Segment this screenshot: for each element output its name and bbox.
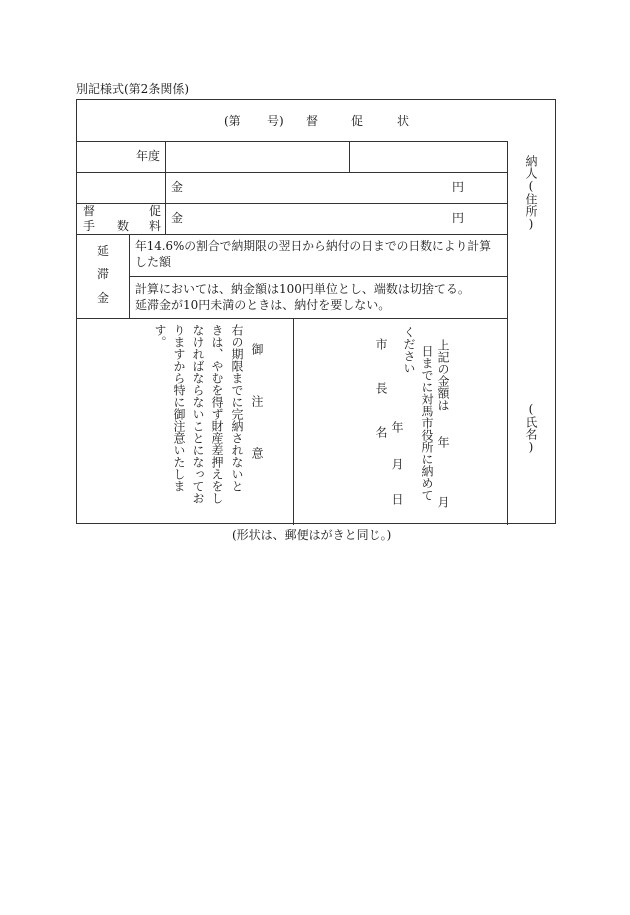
tokusoku-form <box>76 99 556 524</box>
issue-day-mark: 日 <box>390 493 404 505</box>
reminder-fee-amount-label: 金 <box>171 211 184 225</box>
notice-column-2: きは、やむを得ず財産差押えをし <box>210 324 224 504</box>
notice-heading: 御 注 意 <box>250 343 264 473</box>
form-footnote: (形状は、郵便はがきと同じ。) <box>232 528 392 542</box>
title-char-1: 督 <box>306 114 319 128</box>
issue-month-mark: 月 <box>390 458 404 470</box>
late-charge-calc-line-2: 延滞金が10円未満のときは、納付を要しない。 <box>135 298 391 312</box>
reminder-fee-yen-unit: 円 <box>452 211 465 225</box>
reminder-fee-label-bottom-2: 数 <box>117 219 130 233</box>
payment-notice-column-3: ください <box>402 326 416 374</box>
form-number-suffix: 号) <box>267 114 284 128</box>
amount-label: 金 <box>171 180 184 194</box>
late-charge-label-3: 金 <box>97 291 110 305</box>
late-charge-rate-line-2: した額 <box>135 255 172 269</box>
fiscal-year-label: 年度 <box>136 149 161 163</box>
notice-column-5: す。 <box>153 324 167 348</box>
payment-notice-column-1: 上記の金額は <box>436 339 450 411</box>
form-caption: 別記様式(第2条関係) <box>76 82 189 96</box>
reminder-fee-label-bottom-1: 手 <box>83 219 96 233</box>
title-char-2: 促 <box>351 114 364 128</box>
payment-notice-column-2: 日までに対馬市役所に納めて <box>420 345 434 501</box>
reminder-fee-label-top-2: 促 <box>149 204 162 218</box>
payment-month-mark: 月 <box>436 496 450 508</box>
notice-column-3: なければならないことになってお <box>191 324 205 504</box>
payer-name-label: (氏名) <box>524 402 538 454</box>
notice-column-4: りますから特に御注意いたしま <box>172 324 186 492</box>
form-number-prefix: (第 <box>224 114 241 128</box>
mayor-name-label: 市 長 名 <box>374 338 388 448</box>
late-charge-label-2: 滞 <box>97 267 110 281</box>
amount-yen-unit: 円 <box>452 180 465 194</box>
issue-year-mark: 年 <box>390 421 404 433</box>
title-char-3: 状 <box>397 114 410 128</box>
late-charge-rate-line-1: 年14.6%の割合で納期限の翌日から納付の日までの日数により計算 <box>135 239 491 253</box>
late-charge-label-1: 延 <box>97 244 110 258</box>
reminder-fee-label-bottom-3: 料 <box>149 219 162 233</box>
notice-column-1: 右の期限までに完納されないと <box>230 324 244 492</box>
payer-address-label: 納人(住所) <box>524 155 538 231</box>
reminder-fee-label-top-1: 督 <box>83 204 96 218</box>
payment-year-mark: 年 <box>436 436 450 448</box>
late-charge-calc-line-1: 計算においては、納金額は100円単位とし、端数は切捨てる。 <box>135 282 470 296</box>
